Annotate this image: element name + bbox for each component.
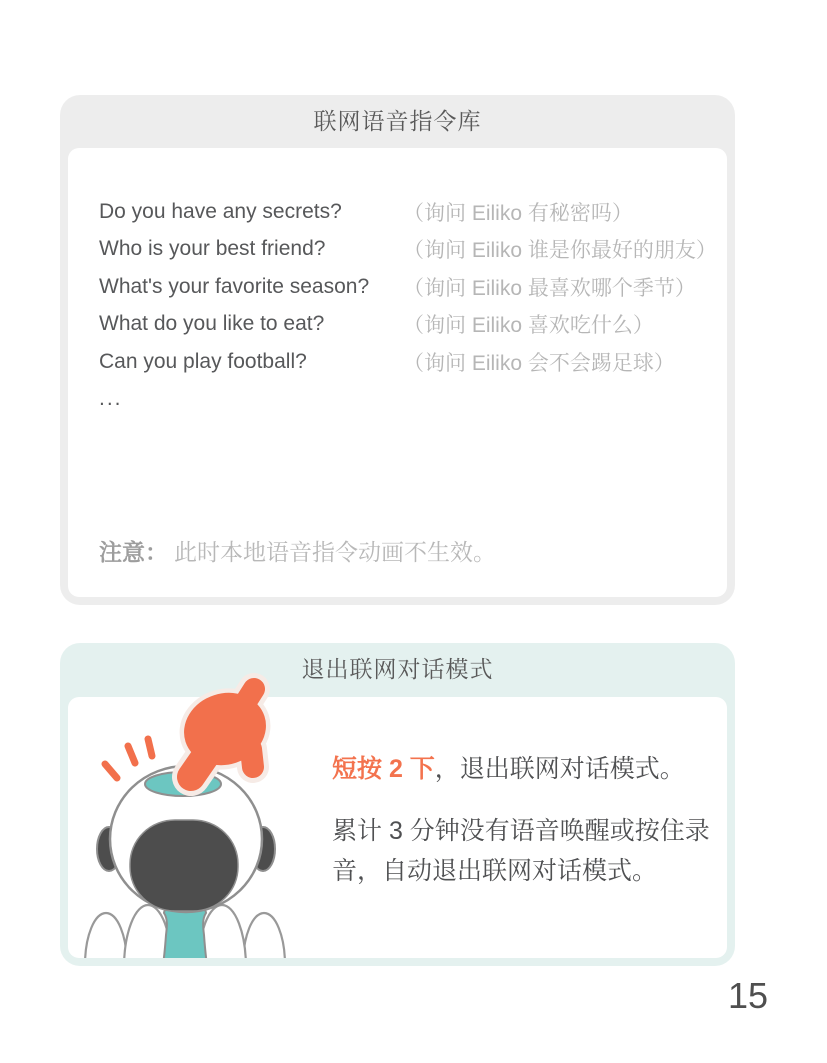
press-instruction-highlight: 短按 2 下 xyxy=(332,755,435,783)
command-ellipsis: ... xyxy=(99,387,123,411)
voice-command-card xyxy=(60,95,735,605)
command-translation: （询问 Eiliko 谁是你最好的朋友） xyxy=(403,239,717,263)
exit-chat-mode-card-title: 退出联网对话模式 xyxy=(301,656,494,682)
command-row xyxy=(68,193,727,231)
note-label: 注意： xyxy=(99,539,168,565)
command-list xyxy=(68,193,727,418)
command-english: Do you have any secrets? xyxy=(99,199,342,223)
command-english: Can you play football? xyxy=(99,349,307,373)
press-instruction-rest: ，退出联网对话模式。 xyxy=(434,755,685,783)
note xyxy=(99,537,496,567)
command-english: Who is your best friend? xyxy=(99,237,326,261)
note-text: 此时本地语音指令动画不生效。 xyxy=(174,539,496,565)
voice-command-card-title: 联网语音指令库 xyxy=(313,108,482,134)
command-row xyxy=(68,343,727,381)
exit-chat-mode-card xyxy=(60,643,735,966)
command-english: What's your favorite season? xyxy=(99,274,370,298)
command-translation: （询问 Eiliko 会不会踢足球） xyxy=(403,351,675,375)
press-instruction xyxy=(332,751,740,787)
command-translation: （询问 Eiliko 最喜欢哪个季节） xyxy=(403,276,696,300)
voice-command-card-body xyxy=(68,148,727,597)
command-translation: （询问 Eiliko 有秘密吗） xyxy=(403,201,633,225)
command-english: What do you like to eat? xyxy=(99,312,325,336)
page-number: 15 xyxy=(727,975,768,1016)
exit-instructions xyxy=(332,751,740,891)
command-row xyxy=(68,231,727,269)
command-row xyxy=(68,268,727,306)
command-row xyxy=(68,306,727,344)
command-translation: （询问 Eiliko 喜欢吃什么） xyxy=(403,314,654,338)
timeout-instruction: 累计 3 分钟没有语音唤醒或按住录音，自动退出联网对话模式。 xyxy=(332,817,710,885)
